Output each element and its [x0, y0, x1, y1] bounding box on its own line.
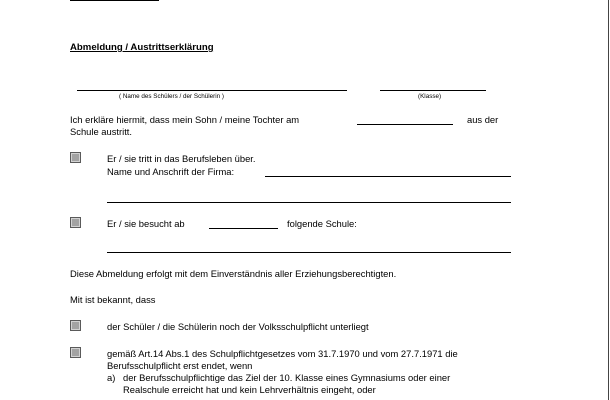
known-intro: Mit ist bekannt, dass [70, 294, 156, 305]
volksschule-text: der Schüler / die Schülerin noch der Volksschulpflicht unterliegt [107, 321, 369, 332]
company-field[interactable] [265, 176, 511, 177]
job-option-label: Er / sie tritt in das Berufsleben über. [107, 153, 256, 164]
volksschule-checkbox[interactable] [70, 320, 81, 331]
company-label: Name und Anschrift der Firma: [107, 166, 235, 177]
art14-line2: Berufsschulpflicht erst endet, wenn [107, 360, 253, 371]
form-title: Abmeldung / Austrittserklärung [70, 42, 214, 53]
school-option-label: Er / sie besucht ab [107, 218, 185, 229]
school-checkbox[interactable] [70, 217, 81, 228]
page-edge [608, 0, 609, 400]
declaration-text-end: Schule austritt. [70, 126, 133, 137]
class-label: (Klasse) [418, 93, 442, 100]
declaration-text: Ich erkläre hiermit, dass mein Sohn / meine Tochter am [70, 114, 300, 125]
declaration-text-suffix: aus der [467, 114, 499, 125]
item-a-marker: a) [107, 372, 116, 383]
student-name-field[interactable] [77, 90, 347, 91]
school-name-field[interactable] [107, 252, 511, 253]
item-a-line2: Realschule erreicht hat und kein Lehrverhältnis eingeht, oder [123, 384, 376, 395]
art14-checkbox[interactable] [70, 347, 81, 358]
student-name-label: ( Name des Schülers / der Schülerin ) [119, 93, 224, 100]
class-field[interactable] [380, 90, 486, 91]
item-a-line1: der Berufsschulpflichtige das Ziel der 10. Klasse eines Gymnasiums oder einer [123, 372, 451, 383]
top-rule [70, 0, 159, 4]
exit-date-field[interactable] [357, 124, 453, 125]
company-address-field[interactable] [107, 202, 511, 203]
art14-line1: gemäß Art.14 Abs.1 des Schulpflichtgesetzes vom 31.7.1970 und vom 27.7.1971 die [107, 348, 458, 359]
job-checkbox[interactable] [70, 152, 81, 163]
consent-text: Diese Abmeldung erfolgt mit dem Einverständnis aller Erziehungsberechtigten. [70, 268, 397, 279]
school-start-date-field[interactable] [209, 228, 278, 229]
school-option-suffix: folgende Schule: [287, 218, 357, 229]
